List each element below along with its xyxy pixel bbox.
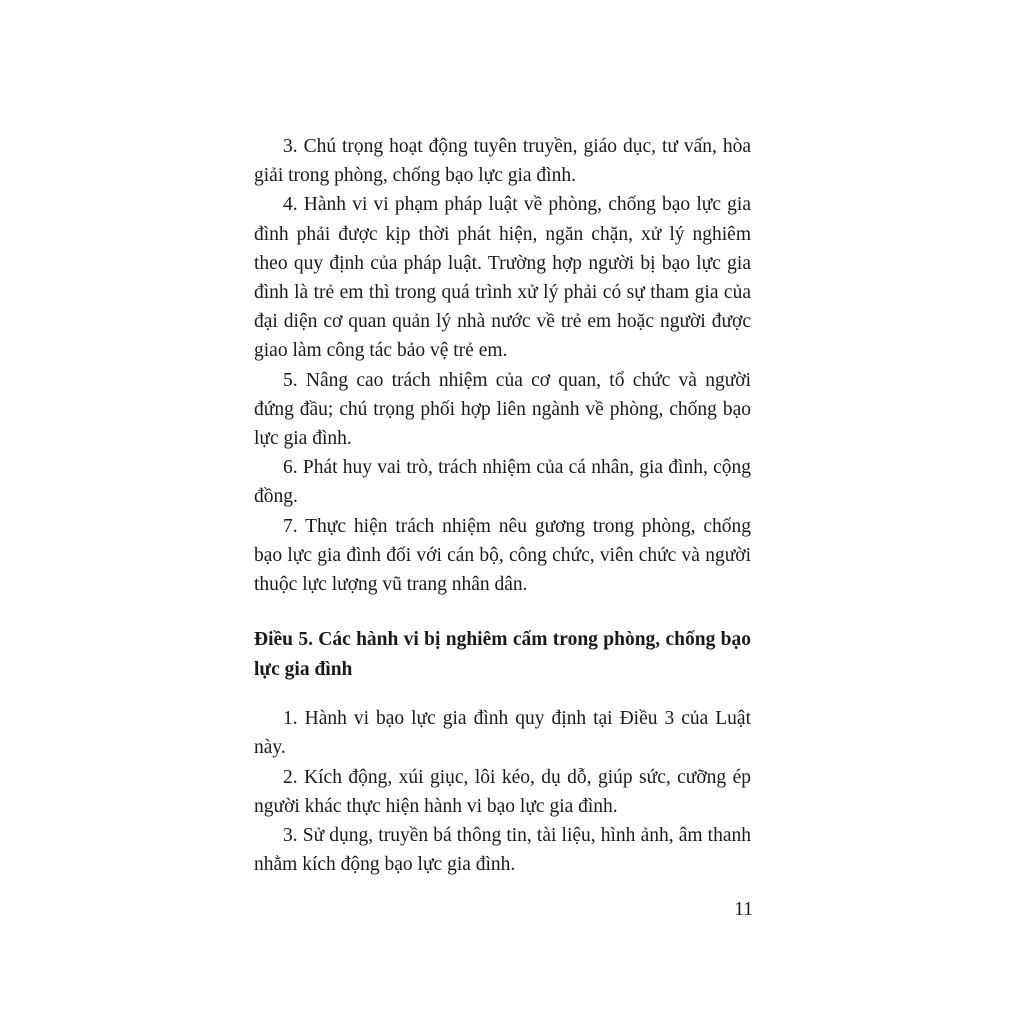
paragraph-item-6: 6. Phát huy vai trò, trách nhiệm của cá nhân, gia đình, cộng đồng. bbox=[254, 457, 751, 508]
prohibited-item-3: 3. Sử dụng, truyền bá thông tin, tài liệu, hình ảnh, âm thanh nhằm kích động bạo lực gia đình. bbox=[254, 825, 751, 876]
page-number: 11 bbox=[734, 899, 753, 920]
prohibited-item-2: 2. Kích động, xúi giục, lôi kéo, dụ dỗ, giúp sức, cưỡng ép người khác thực hiện hành vi bạo lực gia đình. bbox=[254, 766, 751, 817]
article-heading: Điều 5. Các hành vi bị nghiêm cấm trong phòng, chống bạo lực gia đình bbox=[254, 629, 751, 680]
prohibited-item-1: 1. Hành vi bạo lực gia đình quy định tại Điều 3 của Luật này. bbox=[254, 708, 751, 759]
paragraph-item-7: 7. Thực hiện trách nhiệm nêu gương trong phòng, chống bạo lực gia đình đối với cán bộ, công chức, viên chức và người thuộc lực lượng vũ trang nhân dân. bbox=[254, 515, 751, 596]
paragraph-item-3: 3. Chú trọng hoạt động tuyên truyền, giáo dục, tư vấn, hòa giải trong phòng, chống bạo lực gia đình. bbox=[254, 136, 751, 187]
paragraph-item-4: 4. Hành vi vi phạm pháp luật về phòng, chống bạo lực gia đình phải được kịp thời phát hiện, ngăn chặn, xử lý nghiêm theo quy định của pháp luật. Trường hợp người bị bạo lực gia đình là trẻ em thì trong quá trình xử lý phải có sự tham gia của đại diện cơ quan quản lý nhà nước về trẻ em hoặc người được giao làm công tác bảo vệ trẻ em. bbox=[254, 194, 751, 362]
paragraph-item-5: 5. Nâng cao trách nhiệm của cơ quan, tổ chức và người đứng đầu; chú trọng phối hợp liên ngành về phòng, chống bạo lực gia đình. bbox=[254, 369, 751, 450]
page-content bbox=[254, 132, 751, 879]
